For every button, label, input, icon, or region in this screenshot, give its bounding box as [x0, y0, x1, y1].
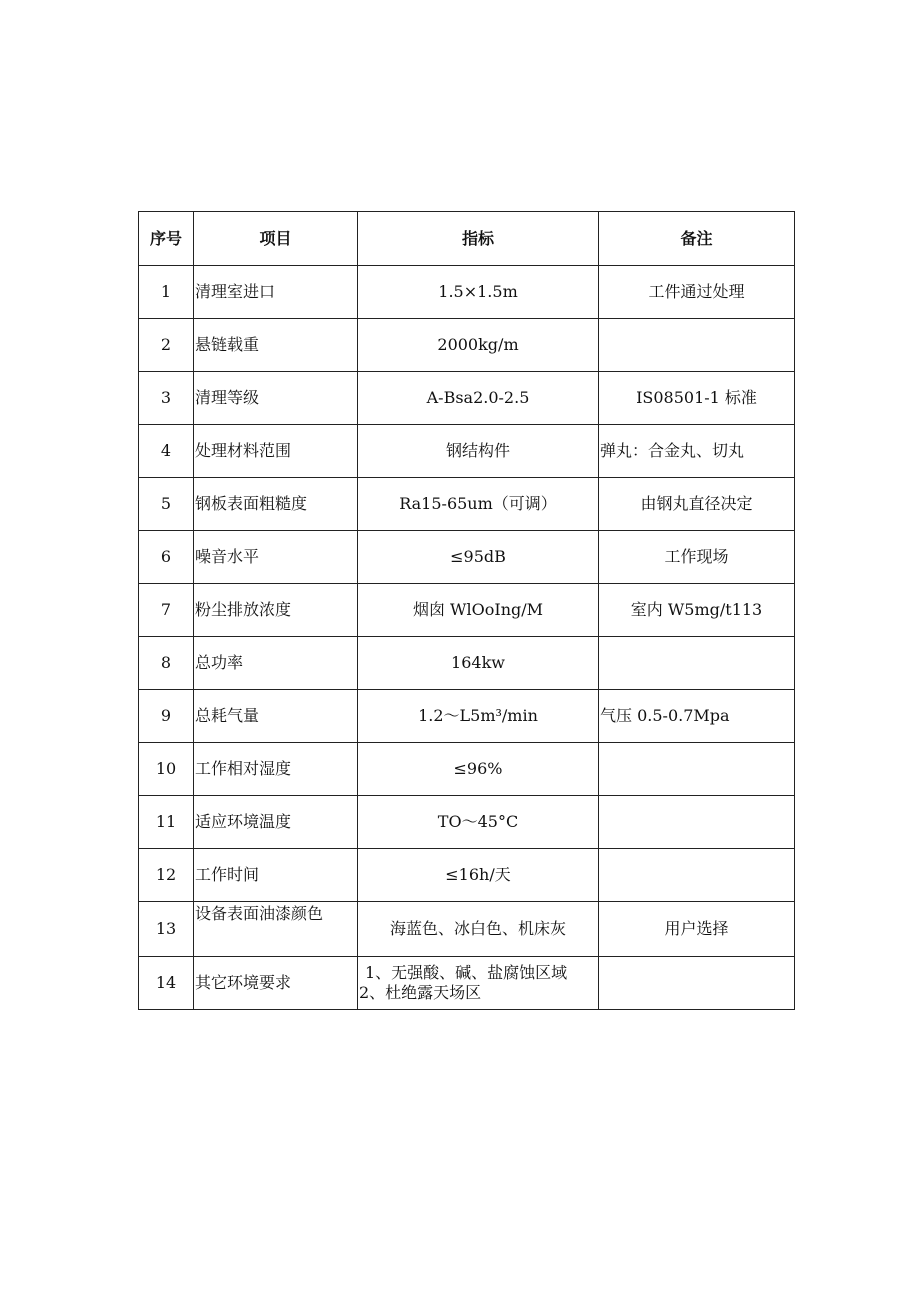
row-index: 钢结构件 — [358, 425, 599, 478]
row-index: 164kw — [358, 637, 599, 690]
row-item: 工作时间 — [194, 849, 358, 902]
row-index: ≤96% — [358, 743, 599, 796]
table-row — [139, 425, 795, 478]
row-index: Ra15-65um（可调） — [358, 478, 599, 531]
row-note: 气压 0.5-0.7Mpa — [599, 690, 795, 743]
row-note: 工件通过处理 — [599, 266, 795, 319]
table-row — [139, 849, 795, 902]
row-no: 8 — [139, 637, 194, 690]
row-item: 设备表面油漆颜色 — [194, 902, 358, 957]
index-line: 2、杜绝露天场区 — [359, 983, 482, 1002]
row-item: 总耗气量 — [194, 690, 358, 743]
row-item: 悬链载重 — [194, 319, 358, 372]
table-row — [139, 637, 795, 690]
table-row — [139, 372, 795, 425]
row-no: 1 — [139, 266, 194, 319]
row-no: 12 — [139, 849, 194, 902]
row-item: 清理室进口 — [194, 266, 358, 319]
row-index: ≤95dB — [358, 531, 599, 584]
table-row — [139, 957, 795, 1010]
table-row — [139, 266, 795, 319]
row-no: 10 — [139, 743, 194, 796]
header-index: 指标 — [358, 212, 599, 266]
row-index — [358, 957, 599, 1010]
table-row — [139, 902, 795, 957]
row-index: 1.5×1.5m — [358, 266, 599, 319]
row-note: 室内 W5mg∕t113 — [599, 584, 795, 637]
index-line: 1、无强酸、碱、盐腐蚀区域 — [365, 963, 568, 982]
row-note — [599, 319, 795, 372]
row-no: 5 — [139, 478, 194, 531]
row-note: 由钢丸直径决定 — [599, 478, 795, 531]
row-no: 4 — [139, 425, 194, 478]
row-no: 6 — [139, 531, 194, 584]
row-note: IS08501-1 标准 — [599, 372, 795, 425]
table-row — [139, 584, 795, 637]
header-note: 备注 — [599, 212, 795, 266]
row-item: 清理等级 — [194, 372, 358, 425]
row-index: 海蓝色、冰白色、机床灰 — [358, 902, 599, 957]
table-row — [139, 690, 795, 743]
row-no: 2 — [139, 319, 194, 372]
table-row — [139, 796, 795, 849]
header-item: 项目 — [194, 212, 358, 266]
row-note: 用户选择 — [599, 902, 795, 957]
row-index: 1.2〜L5m³∕min — [358, 690, 599, 743]
header-no: 序号 — [139, 212, 194, 266]
row-item: 适应环境温度 — [194, 796, 358, 849]
row-index: A-Bsa2.0-2.5 — [358, 372, 599, 425]
row-no: 3 — [139, 372, 194, 425]
table-row — [139, 531, 795, 584]
row-note — [599, 637, 795, 690]
row-item: 钢板表面粗糙度 — [194, 478, 358, 531]
row-item: 其它环境要求 — [194, 957, 358, 1010]
row-no: 11 — [139, 796, 194, 849]
row-note: 弹丸：合金丸、切丸 — [599, 425, 795, 478]
table-row — [139, 743, 795, 796]
row-item: 噪音水平 — [194, 531, 358, 584]
row-index: 烟囱 WlOoIng/M — [358, 584, 599, 637]
row-index: 2000kg∕m — [358, 319, 599, 372]
row-no: 9 — [139, 690, 194, 743]
row-no: 13 — [139, 902, 194, 957]
row-note — [599, 743, 795, 796]
row-note — [599, 849, 795, 902]
row-index: ≤16h∕天 — [358, 849, 599, 902]
row-no: 14 — [139, 957, 194, 1010]
table-row — [139, 319, 795, 372]
row-item: 粉尘排放浓度 — [194, 584, 358, 637]
table-row — [139, 478, 795, 531]
row-item: 工作相对湿度 — [194, 743, 358, 796]
spec-table — [138, 211, 795, 1010]
row-note: 工作现场 — [599, 531, 795, 584]
row-note — [599, 957, 795, 1010]
row-index: TO〜45°C — [358, 796, 599, 849]
table-header-row — [139, 212, 795, 266]
row-no: 7 — [139, 584, 194, 637]
row-note — [599, 796, 795, 849]
row-item: 处理材料范围 — [194, 425, 358, 478]
row-item: 总功率 — [194, 637, 358, 690]
